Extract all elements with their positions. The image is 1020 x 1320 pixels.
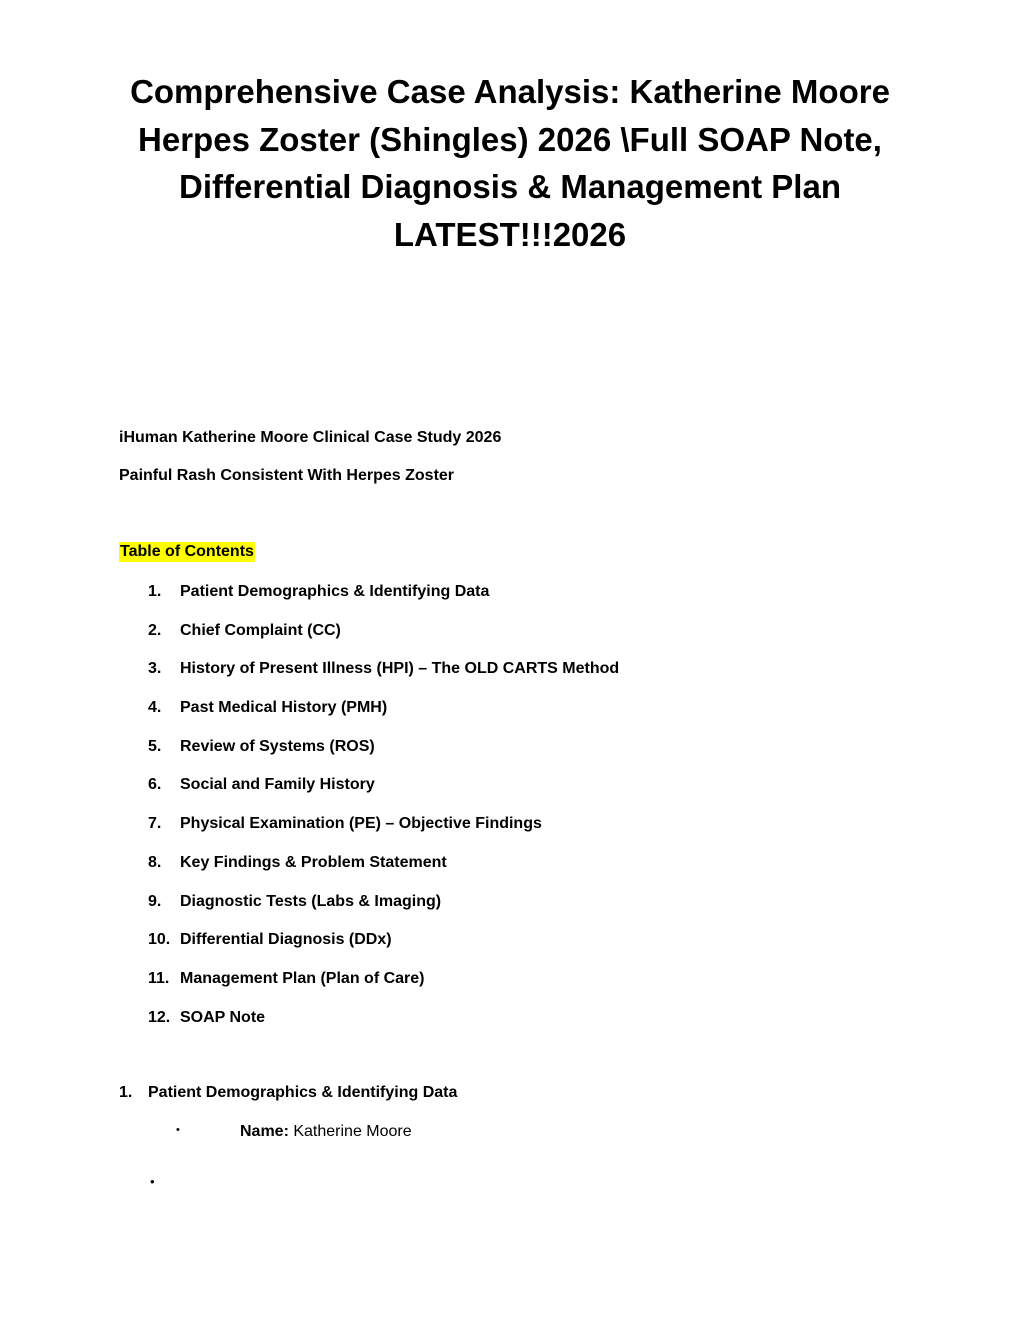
bullet-icon: •: [176, 1123, 180, 1136]
toc-item: [148, 854, 619, 893]
toc-item-number: 6.: [148, 776, 162, 794]
toc-item-label: Patient Demographics & Identifying Data: [180, 583, 490, 600]
toc-item-label: Review of Systems (ROS): [180, 737, 375, 755]
title-line-2: Herpes Zoster (Shingles) 2026 \Full SOAP Note,: [138, 120, 882, 158]
toc-item-number: 12.: [148, 1008, 171, 1026]
toc-item-number: 1.: [148, 583, 162, 600]
case-study-line: iHuman Katherine Moore Clinical Case Study 2026: [119, 429, 502, 446]
toc-item-number: 4.: [148, 699, 162, 717]
toc-item: [148, 699, 619, 738]
toc-item: [148, 776, 619, 815]
toc-item: [148, 583, 619, 622]
toc-item-number: 5.: [148, 737, 162, 755]
toc-item-label: SOAP Note: [180, 1008, 266, 1026]
section-heading-label: Patient Demographics & Identifying Data: [148, 1084, 458, 1101]
toc-item-number: 10.: [148, 931, 171, 949]
section-number: 1.: [119, 1084, 133, 1101]
title-line-1: Comprehensive Case Analysis: Katherine Moore: [130, 73, 890, 110]
document-title: [100, 68, 920, 258]
toc-item-number: 2.: [148, 621, 162, 639]
toc-item-label: Differential Diagnosis (DDx): [180, 931, 392, 949]
toc-item-label: Diagnostic Tests (Labs & Imaging): [180, 892, 442, 910]
toc-item: [148, 738, 619, 777]
toc-item-label: Key Findings & Problem Statement: [180, 853, 447, 871]
section-heading-demographics: [119, 1084, 457, 1102]
toc-item: [148, 893, 619, 932]
toc-item: [148, 1009, 619, 1048]
title-line-4: LATEST!!!2026: [393, 215, 627, 253]
toc-item-number: 9.: [148, 892, 162, 910]
name-value: Katherine Moore: [288, 1123, 412, 1140]
toc-item-label: Management Plan (Plan of Care): [180, 969, 425, 987]
toc-item: [148, 931, 619, 970]
name-list-item: [176, 1123, 412, 1141]
toc-item-number: 11.: [148, 969, 170, 987]
toc-item-label: Past Medical History (PMH): [180, 699, 388, 717]
title-line-3: Differential Diagnosis & Management Plan: [179, 168, 841, 205]
toc-item: [148, 660, 619, 699]
empty-bullet-icon: •: [150, 1174, 155, 1189]
toc-item-label: History of Present Illness (HPI) – The OLD CARTS Method: [180, 660, 620, 678]
name-label: Name:: [240, 1123, 289, 1140]
toc-item: [148, 970, 619, 1009]
toc-heading: Table of Contents: [120, 543, 254, 560]
toc-item: [148, 815, 619, 854]
table-of-contents: [148, 583, 619, 1047]
toc-item-number: 8.: [148, 853, 162, 871]
toc-item: [148, 622, 619, 661]
toc-item-number: 3.: [148, 660, 162, 678]
toc-item-number: 7.: [148, 815, 162, 833]
toc-item-label: Social and Family History: [180, 776, 375, 794]
subtitle-line: Painful Rash Consistent With Herpes Zoster: [119, 467, 455, 484]
toc-item-label: Physical Examination (PE) – Objective Findings: [180, 815, 542, 833]
toc-item-label: Chief Complaint (CC): [180, 621, 341, 639]
